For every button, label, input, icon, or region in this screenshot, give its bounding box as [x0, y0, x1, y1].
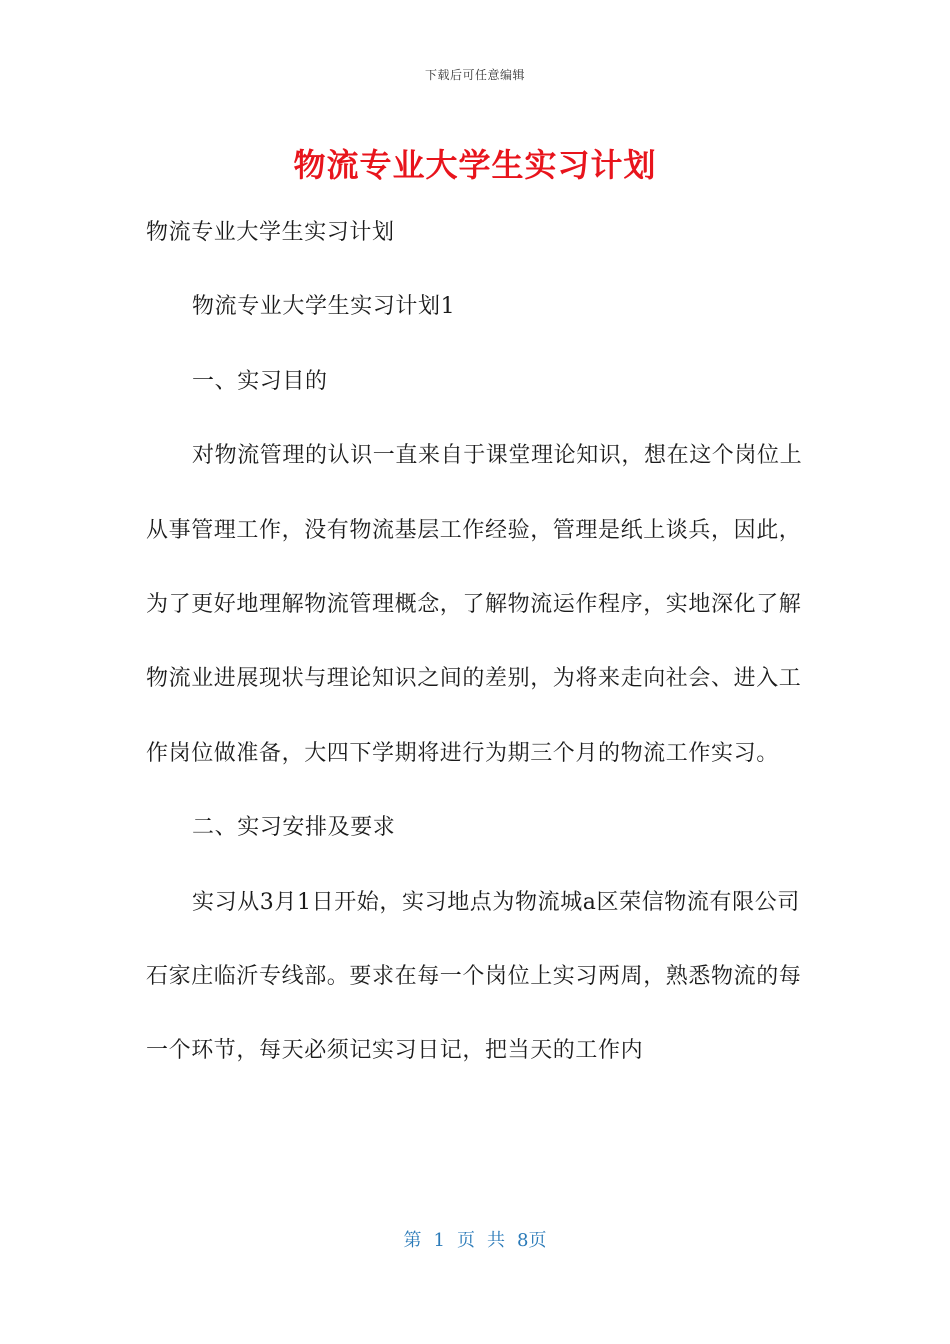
- footer-total-prefix: 共: [487, 1230, 505, 1251]
- section-heading-purpose: 一、实习目的: [192, 368, 328, 394]
- document-body: [146, 196, 806, 1089]
- document-title: 物流专业大学生实习计划: [293, 146, 657, 184]
- subtitle-paragraph: 物流专业大学生实习计划: [146, 220, 395, 245]
- footer-page-word: 页: [457, 1230, 475, 1251]
- section-heading-arrangement: 二、实习安排及要求: [192, 815, 396, 841]
- download-note: 下载后可任意编辑: [424, 68, 525, 82]
- page-number-footer: [0, 1226, 950, 1252]
- purpose-paragraph: 对物流管理的认识一直来自于课堂理论知识，想在这个岗位上从事管理工作，没有物流基层工作经验，管理是纸上谈兵，因此，为了更好地理解物流管理概念，了解物流运作程序，实地深化了解物流业进展现状与理论知识之间的差别，为将来走向社会、进入工作岗位做准备，大四下学期将进行为期三个月的物流工作实习。: [146, 443, 803, 766]
- section-heading-plan-1: 物流专业大学生实习计划1: [192, 294, 456, 320]
- footer-current-page: 1: [433, 1230, 445, 1251]
- footer-prefix: 第: [403, 1230, 422, 1251]
- arrangement-paragraph: 实习从3月1日开始，实习地点为物流城a区荣信物流有限公司石家庄临沂专线部。要求在每一个岗位上实习两周，熟悉物流的每一个环节，每天必须记实习日记，把当天的工作内: [146, 889, 802, 1064]
- footer-total-pages: 8页: [517, 1230, 547, 1251]
